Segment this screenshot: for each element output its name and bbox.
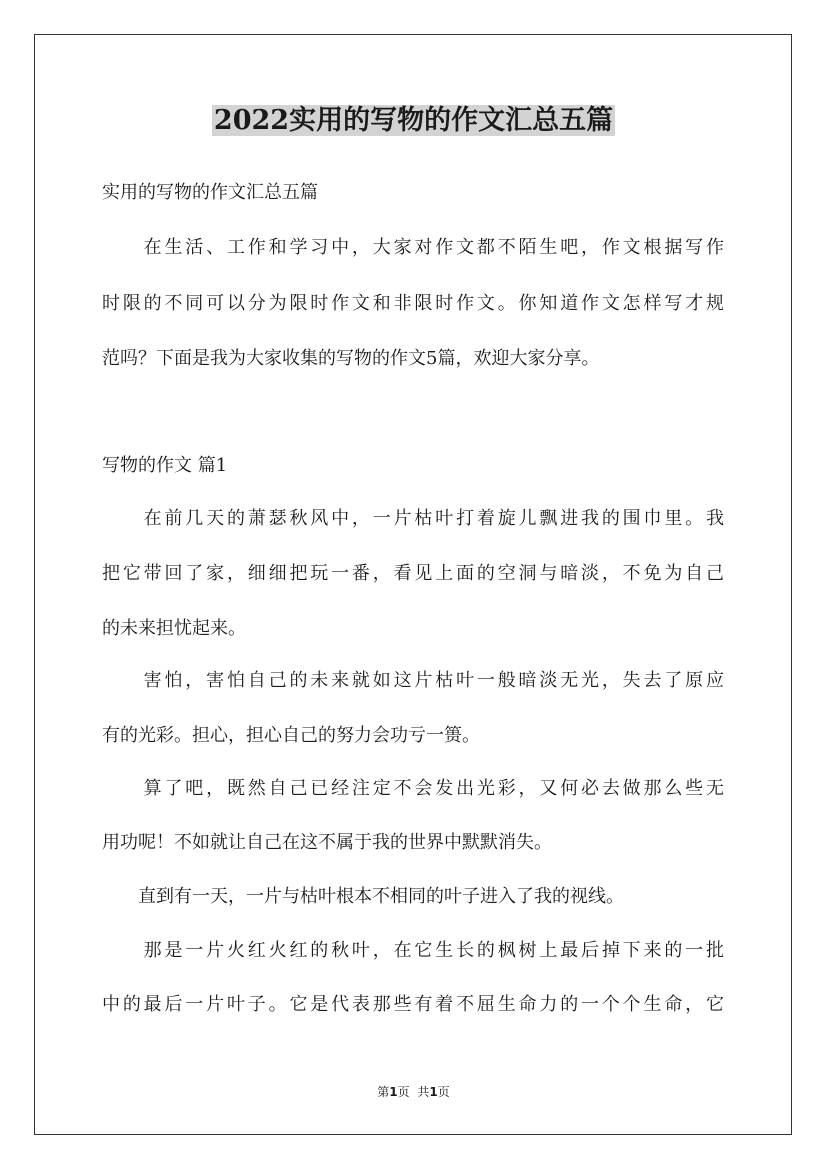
document-title-text: 2022实用的写物的作文汇总五篇	[213, 105, 614, 136]
body-line-4: 害怕，害怕自己的未来就如这片枯叶一般暗淡无光，失去了原应	[102, 670, 724, 691]
body-line-9: 那是一片火红火红的秋叶，在它生长的枫树上最后掉下来的一批	[102, 940, 724, 961]
body-line-1: 在前几天的萧瑟秋风中，一片枯叶打着旋儿飘进我的围巾里。我	[102, 508, 724, 529]
footer-total-prefix: 共	[417, 1085, 430, 1099]
document-subtitle: 实用的写物的作文汇总五篇	[102, 182, 318, 203]
intro-line-1: 在生活、工作和学习中，大家对作文都不陌生吧，作文根据写作	[102, 237, 724, 258]
body-line-10: 中的最后一片叶子。它是代表那些有着不屈生命力的一个个生命，它	[102, 994, 724, 1015]
footer-page-number: 1	[389, 1085, 398, 1099]
footer-page-suffix: 页	[397, 1085, 410, 1099]
intro-line-2: 时限的不同可以分为限时作文和非限时作文。你知道作文怎样写才规	[102, 293, 724, 314]
intro-line-3: 范吗？下面是我为大家收集的写物的作文5篇，欢迎大家分享。	[102, 348, 600, 369]
footer-page-prefix: 第	[377, 1085, 390, 1099]
footer-total-suffix: 页	[437, 1085, 450, 1099]
body-line-8: 直到有一天，一片与枯叶根本不相同的叶子进入了我的视线。	[102, 886, 624, 907]
body-line-3: 的未来担忧起来。	[102, 618, 246, 639]
footer-total-number: 1	[429, 1085, 438, 1099]
document-title	[0, 102, 827, 140]
section-heading: 写物的作文 篇1	[102, 455, 228, 476]
body-line-5: 有的光彩。担心，担心自己的努力会功亏一篑。	[102, 725, 480, 746]
body-line-2: 把它带回了家，细细把玩一番，看见上面的空洞与暗淡，不免为自己	[102, 563, 724, 584]
page-footer	[0, 1084, 827, 1100]
body-line-7: 用功呢！不如就让自己在这不属于我的世界中默默消失。	[102, 832, 552, 853]
body-line-6: 算了吧，既然自己已经注定不会发出光彩，又何必去做那么些无	[102, 778, 724, 799]
